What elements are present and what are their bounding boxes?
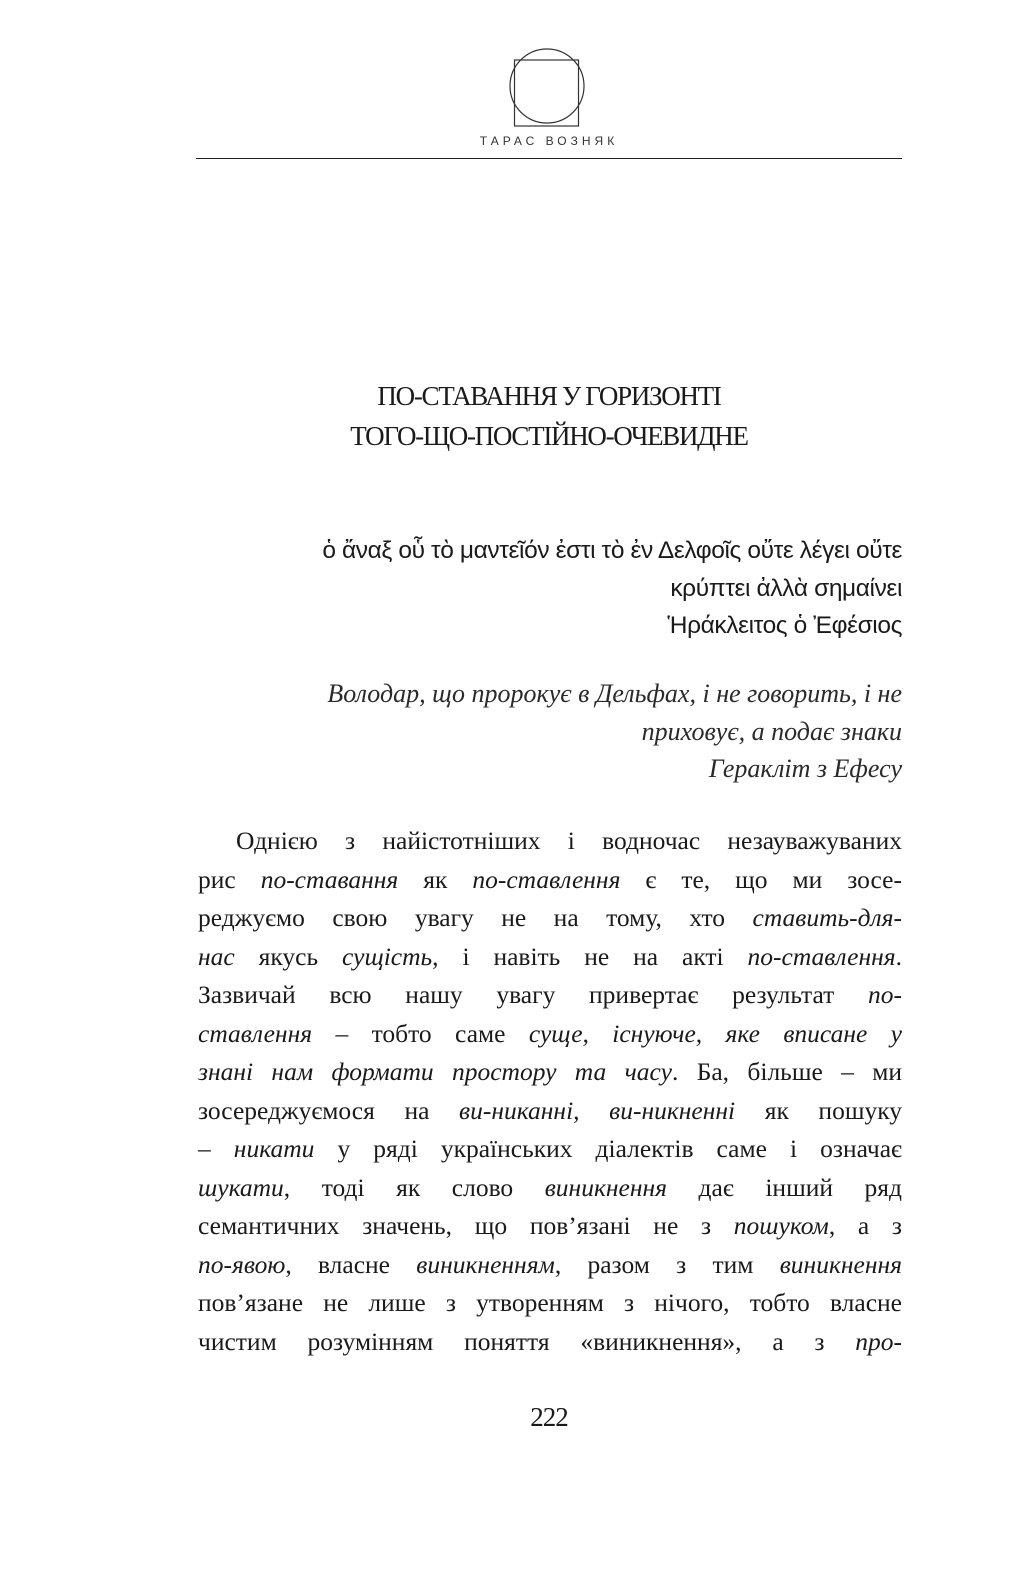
emphasis-text: суще, існуюче, яке вписане у xyxy=(528,1018,902,1048)
body-text-line xyxy=(198,1169,902,1208)
text-segment: Зазвичай всю нашу увагу привертає результат xyxy=(198,980,868,1009)
body-text-line xyxy=(198,822,902,861)
emphasis-text: знані нам формати простору та часу xyxy=(198,1057,672,1086)
body-text-line xyxy=(198,861,902,900)
text-segment: – тобто саме xyxy=(312,1018,529,1048)
emphasis-text: по-ставлення xyxy=(472,864,621,894)
text-segment: реджуємо свою увагу не на тому, хто xyxy=(198,903,753,932)
body-text-line xyxy=(198,976,902,1015)
text-segment: . xyxy=(895,941,902,971)
emphasis-text: ставить-для- xyxy=(752,903,902,932)
text-segment: пов’язане не лише з утворенням з нічого, тобто власне xyxy=(198,1288,902,1317)
text-segment: семантичних значень, що пов’язані не з xyxy=(198,1211,734,1240)
emphasis-text: шукати xyxy=(198,1172,284,1202)
epigraph-greek-line-1: ὁ ἄναξ οὗ τὸ μαντεῖόν ἐστι τὸ ἐν Δελφοῖς οὔτε λέγει οὔτε xyxy=(322,537,902,564)
emphasis-text: по- xyxy=(868,980,902,1009)
epigraph-ukrainian-line-1: Володар, що пророкує в Дельфах, і не говорить, і не xyxy=(327,679,902,708)
emphasis-text: виникненням xyxy=(416,1249,555,1279)
text-segment: як пошуку xyxy=(735,1095,902,1125)
body-text-line xyxy=(198,1323,902,1362)
epigraph-greek-line-2: κρύπτει ἀλλὰ σημαίνει xyxy=(670,574,902,602)
text-segment: є те, що ми зосе- xyxy=(620,864,902,894)
text-segment: чистим розумінням поняття «виникнення», а з xyxy=(198,1326,856,1356)
epigraph-ukrainian-line-2: приховує, а подає знаки xyxy=(641,716,902,746)
body-text-line xyxy=(198,1092,902,1131)
text-segment: . Ба, більше – ми xyxy=(672,1057,902,1086)
emphasis-text: пошуком xyxy=(733,1211,829,1240)
emphasis-text: виникнення xyxy=(544,1172,668,1202)
text-segment: , разом з тим xyxy=(554,1249,780,1279)
epigraph-ukrainian xyxy=(150,675,902,788)
emphasis-text: ви-никанні, ви-никненні xyxy=(459,1095,736,1125)
body-text-line xyxy=(198,1284,902,1323)
author-emblem-circle-square-icon xyxy=(506,44,588,128)
body-text-line xyxy=(198,899,902,938)
emphasis-text: нас xyxy=(198,941,235,971)
header-rule xyxy=(196,158,902,159)
body-text-line xyxy=(198,1207,902,1246)
text-segment: рис xyxy=(198,864,261,894)
text-segment: , тоді як слово xyxy=(283,1172,545,1202)
text-segment: Однією з найістотніших і водночас незауважуваних xyxy=(236,826,902,855)
emphasis-text: никати xyxy=(233,1134,315,1163)
emphasis-text: про- xyxy=(855,1326,902,1356)
body-text-line xyxy=(198,1246,902,1285)
emphasis-text: сущість xyxy=(342,941,433,971)
text-segment: дає інший ряд xyxy=(667,1172,902,1202)
page-number: 222 xyxy=(530,1402,568,1432)
text-segment: , власне xyxy=(285,1249,417,1279)
epigraph-greek-attribution: Ἡράκλειτος ὁ Ἐφέσιος xyxy=(667,612,902,639)
epigraph-ukrainian-attribution: Геракліт з Ефесу xyxy=(708,754,902,783)
chapter-title xyxy=(196,376,902,456)
chapter-title-line-2: ТОГО-ЩО-ПОСТІЙНО-ОЧЕВИДНЕ xyxy=(350,421,748,451)
body-text-line xyxy=(198,1053,902,1092)
epigraph-greek xyxy=(150,532,902,645)
text-segment: у ряді українських діалектів саме і означає xyxy=(314,1134,902,1163)
body-text-line xyxy=(198,1130,902,1169)
emphasis-text: по-явою xyxy=(198,1249,286,1279)
text-segment: як xyxy=(398,864,473,894)
text-segment: – xyxy=(198,1134,234,1163)
emphasis-text: виникнення xyxy=(779,1249,902,1279)
body-text-line xyxy=(198,938,902,977)
body-text-line xyxy=(198,1015,902,1054)
text-segment: , і навіть не на акті xyxy=(432,941,748,971)
emphasis-text: по-ставлення xyxy=(747,941,896,971)
text-segment: якусь xyxy=(234,941,343,971)
body-paragraph xyxy=(198,822,902,1361)
text-segment: зосереджуємося на xyxy=(198,1095,460,1125)
emphasis-text: ставлення xyxy=(198,1018,313,1048)
text-segment: , а з xyxy=(828,1211,902,1240)
running-header-author: ТАРАС ВОЗНЯК xyxy=(479,134,619,148)
chapter-title-line-1: ПО-СТАВАННЯ У ГОРИЗОНТІ xyxy=(377,381,721,411)
emphasis-text: по-ставання xyxy=(260,864,399,894)
